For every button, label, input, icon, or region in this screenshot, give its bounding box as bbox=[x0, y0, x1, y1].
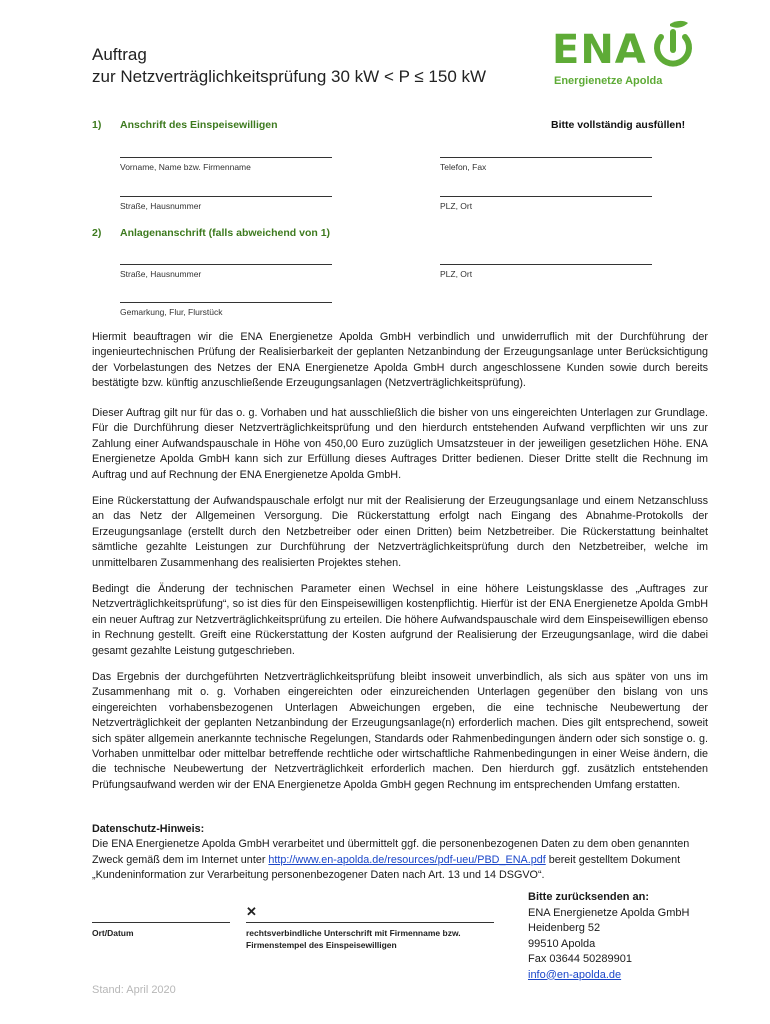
plant-street-field-label: Straße, Hausnummer bbox=[120, 269, 202, 279]
logo-text: ENA bbox=[552, 27, 647, 73]
title-line-1: Auftrag bbox=[92, 45, 147, 64]
privacy-heading: Datenschutz-Hinweis: bbox=[92, 823, 205, 835]
return-heading: Bitte zurücksenden an: bbox=[528, 891, 650, 903]
paragraph-5: Das Ergebnis der durchgeführten Netzverträglichkeitsprüfung bleibt insoweit unverbindlich, als sich aus später von uns im Zusammenhang mit o. g. Vorhaben eingereichten oder einzureichenden Unterlagen gegenüber den bislang von uns eingereichten vorhabensbezogenen Unterlagen Abweichungen ergeben, die eine technische Neubewertung der Netzverträglichkeit der geplanten Netzanbindung der Erzeugungsanlage(n) erforderlich machen. Dies gilt entsprechend, soweit sich später allgemein anerkannte technische Regelungen, Standards oder Rahmenbedingungen ändern oder sich sonstige o. g. Vorhaben unmittelbar oder mittelbar betreffende rechtliche oder wirtschaftliche Rahmenbedingungen in einer Weise ändern, die die technische Neubewertung der Netzverträglichkeit erforderlich machen. Den hierdurch ggf. zusätzlich entstehenden Prüfungsaufwand werden wir der ENA Energienetze Apolda GmbH gegen Rechnung im entsprechenden Umfang erstatten. bbox=[92, 671, 708, 791]
ena-logo bbox=[552, 22, 702, 92]
plant-city-field-label: PLZ, Ort bbox=[440, 269, 473, 279]
phone-field-label: Telefon, Fax bbox=[440, 162, 487, 172]
street-field-label: Straße, Hausnummer bbox=[120, 201, 202, 211]
document-title bbox=[92, 44, 486, 88]
return-address bbox=[528, 890, 689, 983]
signature-label-line-1: rechtsverbindliche Unterschrift mit Firmenname bzw. bbox=[246, 928, 461, 938]
city-field-line[interactable] bbox=[440, 196, 652, 197]
name-field-label: Vorname, Name bzw. Firmenname bbox=[120, 162, 251, 172]
paragraph-1: Hiermit beauftragen wir die ENA Energienetze Apolda GmbH verbindlich und unwiderruflich mit der Durchführung der ingenieurtechnischen Prüfung der Realisierbarkeit der geplanten Netzanbindung der Erzeugungsanlage unter Berücksichtigung der Vorbelastungen des Netzes der ENA Energienetze Apolda GmbH durch angeschlossene Kunden sowie durch bereits bestätigte bzw. künftig anzuschließende Erzeugungsanlagen (Netzverträglichkeitsprüfung). bbox=[92, 331, 708, 390]
logo-subtitle: Energienetze Apolda bbox=[554, 75, 663, 87]
section-1-number: 1) bbox=[92, 119, 102, 131]
return-company: ENA Energienetze Apolda GmbH bbox=[528, 906, 690, 919]
parcel-field-label: Gemarkung, Flur, Flurstück bbox=[120, 307, 223, 317]
plant-city-field-line[interactable] bbox=[440, 264, 652, 265]
place-date-label: Ort/Datum bbox=[92, 928, 134, 938]
section-1-title: Anschrift des Einspeisewilligen bbox=[120, 119, 278, 131]
city-field-label: PLZ, Ort bbox=[440, 201, 473, 211]
street-field-line[interactable] bbox=[120, 196, 332, 197]
title-line-2: zur Netzverträglichkeitsprüfung 30 kW < P ≤ 150 kW bbox=[92, 67, 487, 86]
plant-street-field-line[interactable] bbox=[120, 264, 332, 265]
paragraph-2: Dieser Auftrag gilt nur für das o. g. Vorhaben und hat ausschließlich die bisher von uns eingereichten Unterlagen zur Grundlage. Für die Durchführung dieser Netzverträglichkeitsprüfung und den hierdurch entstehenden Aufwand verpflichten wir uns zur Zahlung einer Aufwandspauschale in Höhe von 450,00 Euro zuzüglich Umsatzsteuer in der jeweiligen gesetzlichen Höhe. ENA Energienetze Apolda GmbH kann sich zur Erfüllung dieses Auftrages Dritter bedienen. Dieser Dritte stellt die Rechnung im Auftrag und auf Rechnung der ENA Energienetze Apolda GmbH. bbox=[92, 407, 708, 481]
section-2-number: 2) bbox=[92, 227, 102, 239]
phone-field-line[interactable] bbox=[440, 157, 652, 158]
revision-date: Stand: April 2020 bbox=[92, 984, 176, 996]
section-2-title: Anlagenanschrift (falls abweichend von 1) bbox=[120, 227, 331, 239]
signature-label-line-2: Firmenstempel des Einspeisewilligen bbox=[246, 940, 397, 950]
signature-line[interactable] bbox=[246, 922, 494, 923]
paragraph-4: Bedingt die Änderung der technischen Parameter einen Wechsel in eine höhere Leistungsklasse des „Auftrages zur Netzverträglichkeitsprüfung“, so ist dies für den Einspeisewilligen kostenpflichtig. Hierfür ist der ENA Energienetze Apolda GmbH ein neuer Auftrag zur Netzverträglichkeitsprüfung zu erteilen. Die höhere Aufwandspauschale wird dem Einspeisewilligen ebenso in Rechnung gestellt. Greift eine Rückerstattung der Kosten aufgrund der Realisierung der Erzeugungsanlage, wird die dabei gesamt gezahlte Leistung gutgeschrieben. bbox=[92, 583, 708, 657]
power-apple-icon bbox=[648, 20, 698, 72]
name-field-line[interactable] bbox=[120, 157, 332, 158]
signature-label bbox=[246, 927, 461, 951]
return-city: 99510 Apolda bbox=[528, 937, 596, 950]
privacy-link[interactable]: http://www.en-apolda.de/resources/pdf-ueu/PBD_ENA.pdf bbox=[268, 853, 546, 866]
return-street: Heidenberg 52 bbox=[528, 922, 601, 934]
fill-note: Bitte vollständig ausfüllen! bbox=[551, 119, 686, 131]
privacy-text-before: Die ENA Energienetze Apolda GmbH verarbeitet und übermittelt ggf. die personenbezogenen Daten zu dem oben genannten Zweck gemäß dem im Internet unter bbox=[92, 838, 690, 866]
signature-mark: ✕ bbox=[246, 904, 257, 919]
privacy-text-after: bereit gestelltem Dokument „Kundeninformation zur Verarbeitung personenbezogener Daten nach Art. 13 und 14 DSGVO“. bbox=[92, 853, 681, 882]
return-email-link[interactable]: info@en-apolda.de bbox=[528, 968, 622, 981]
place-date-line[interactable] bbox=[92, 922, 230, 923]
paragraph-3: Eine Rückerstattung der Aufwandspauschale erfolgt nur mit der Realisierung der Erzeugungsanlage und einem Netzanschluss an das Netz der Allgemeinen Versorgung. Die Rückerstattung erfolgt nach Eingang des Abnahme-Protokolls der Erzeugungsanlage (erstellt durch den Netzbetreiber oder einen Dritten) beim Netzbetreiber. Die Rückerstattung beinhaltet sämtliche gezahlte Leistungen zur Durchführung der Netzverträglichkeitsprüfung durch den Netzbetreiber, welche im unmittelbaren Zusammenhang des realisierten Projektes stehen. bbox=[92, 495, 708, 569]
return-fax: Fax 03644 50289901 bbox=[528, 953, 632, 965]
privacy-notice bbox=[92, 822, 708, 884]
parcel-field-line[interactable] bbox=[120, 302, 332, 303]
